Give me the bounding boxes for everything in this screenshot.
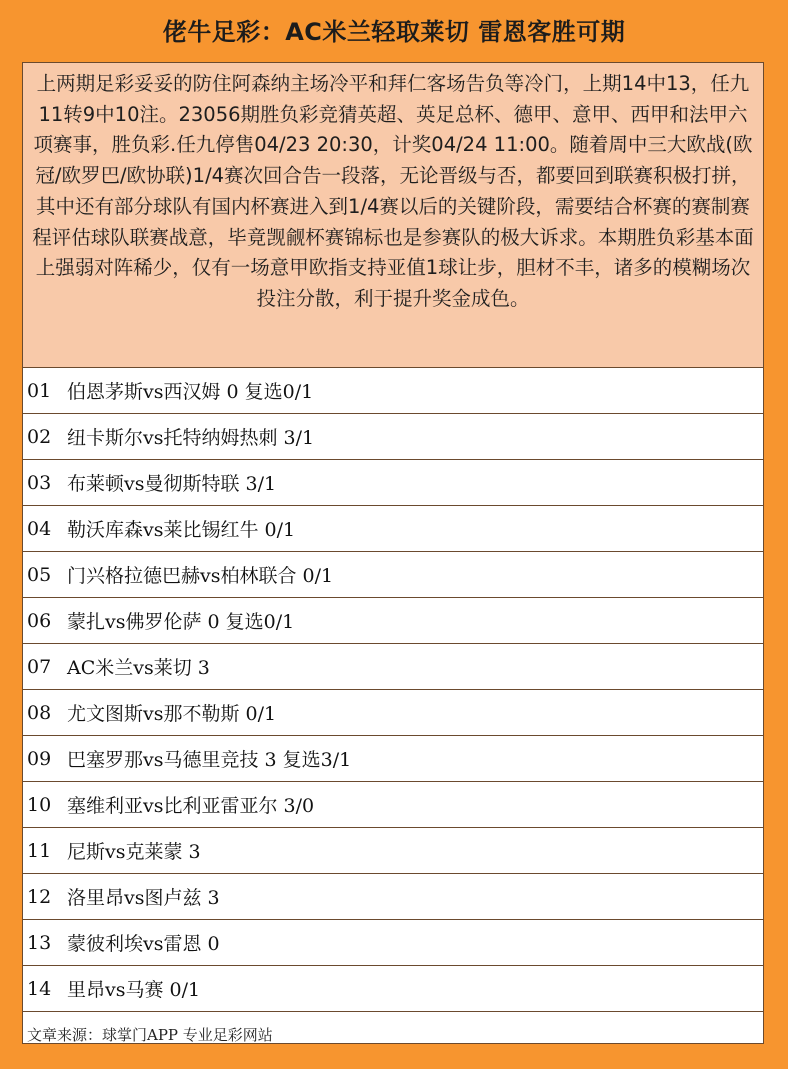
- match-detail: 塞维利亚vs比利亚雷亚尔 3/0: [67, 795, 315, 817]
- source-footer: 文章来源：球掌门APP 专业足彩网站: [27, 1026, 273, 1044]
- match-number: 10: [27, 793, 52, 816]
- match-detail: 巴塞罗那vs马德里竞技 3 复选3/1: [67, 749, 352, 771]
- match-number: 06: [27, 609, 52, 632]
- match-list: [23, 368, 763, 1012]
- match-detail: 尤文图斯vs那不勒斯 0/1: [67, 703, 277, 725]
- match-row: [23, 552, 763, 598]
- match-number: 09: [27, 747, 52, 770]
- match-row: [23, 506, 763, 552]
- content-card: [22, 62, 764, 1044]
- match-detail: 蒙扎vs佛罗伦萨 0 复选0/1: [67, 611, 295, 633]
- page-title: 佬牛足彩：AC米兰轻取莱切 雷恩客胜可期: [162, 18, 626, 46]
- match-number: 04: [27, 517, 52, 540]
- match-row: [23, 368, 763, 414]
- match-detail: 蒙彼利埃vs雷恩 0: [67, 933, 220, 955]
- match-row: [23, 690, 763, 736]
- match-number: 12: [27, 885, 52, 908]
- match-number: 11: [27, 839, 52, 862]
- match-row: [23, 920, 763, 966]
- match-number: 03: [27, 471, 52, 494]
- match-number: 14: [27, 977, 52, 1000]
- match-row: [23, 414, 763, 460]
- match-detail: 尼斯vs克莱蒙 3: [67, 841, 201, 863]
- match-row: [23, 460, 763, 506]
- match-detail: 纽卡斯尔vs托特纳姆热刺 3/1: [67, 427, 315, 449]
- match-row: [23, 598, 763, 644]
- match-detail: AC米兰vs莱切 3: [67, 657, 210, 679]
- match-row: [23, 874, 763, 920]
- match-row: [23, 782, 763, 828]
- match-number: 05: [27, 563, 52, 586]
- match-number: 07: [27, 655, 52, 678]
- match-number: 08: [27, 701, 52, 724]
- match-row: [23, 966, 763, 1012]
- match-detail: 伯恩茅斯vs西汉姆 0 复选0/1: [67, 381, 314, 403]
- match-detail: 勒沃库森vs莱比锡红牛 0/1: [67, 519, 296, 541]
- match-number: 02: [27, 425, 52, 448]
- match-row: [23, 644, 763, 690]
- match-row: [23, 828, 763, 874]
- match-number: 01: [27, 379, 52, 402]
- match-detail: 布莱顿vs曼彻斯特联 3/1: [67, 473, 277, 495]
- match-detail: 洛里昂vs图卢兹 3: [67, 887, 220, 909]
- match-detail: 门兴格拉德巴赫vs柏林联合 0/1: [67, 565, 334, 587]
- match-number: 13: [27, 931, 52, 954]
- intro-paragraph: 上两期足彩妥妥的防住阿森纳主场冷平和拜仁客场告负等冷门，上期14中13，任九11转9中10注。23056期胜负彩竞猜英超、英足总杯、德甲、意甲、西甲和法甲六项赛事，胜负彩.任九停售04/23 20:30，计奖04/24 11:00。随着周中三大欧战(欧冠/欧罗巴/欧协联)1/4赛次回合告一段落，无论晋级与否，都要回到联赛积极打拼，其中还有部分球队有国内杯赛进入到1/4赛以后的关键阶段，需要结合杯赛的赛制赛程评估球队联赛战意，毕竟觊觎杯赛锦标也是参赛队的极大诉求。本期胜负彩基本面上强弱对阵稀少，仅有一场意甲欧指支持亚值1球让步，胆材不丰，诸多的模糊场次投注分散，利于提升奖金成色。: [23, 63, 763, 368]
- match-row: [23, 736, 763, 782]
- match-detail: 里昂vs马赛 0/1: [67, 979, 201, 1001]
